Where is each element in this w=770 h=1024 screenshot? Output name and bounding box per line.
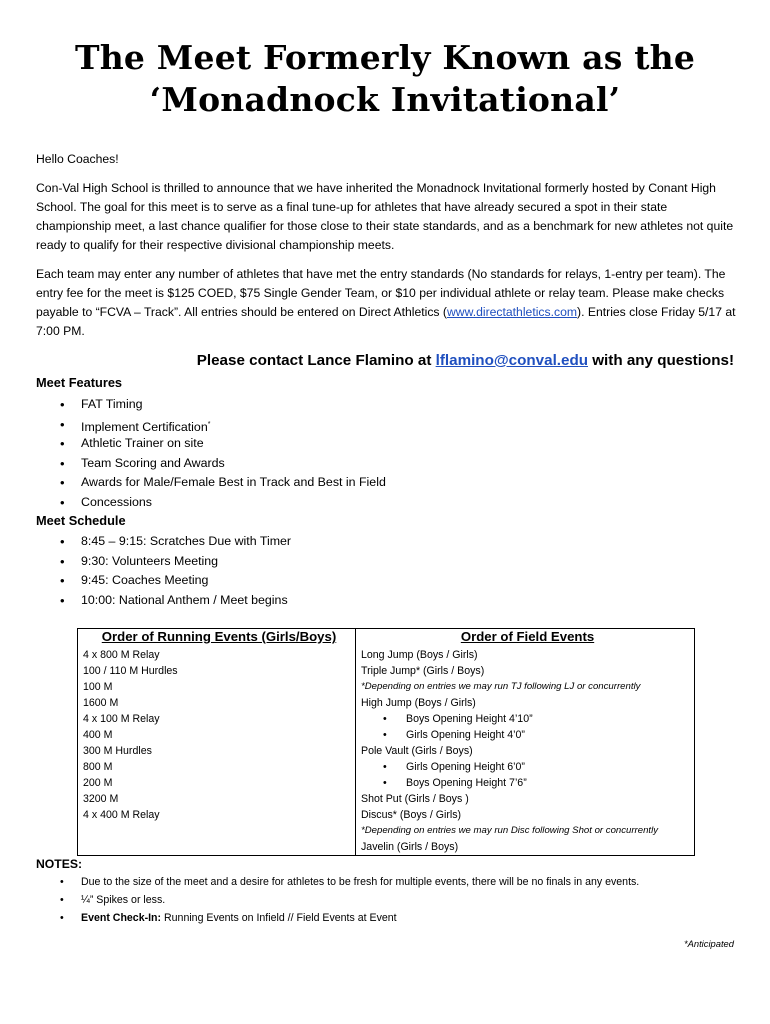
meet-features-list [60,395,386,512]
notes-list [60,873,740,927]
title-line-1: The Meet Formerly Known as the [74,38,696,77]
field-note: *Depending on entries we may run Disc following Shot or concurrently [361,825,659,836]
table-row: • Boys Opening Height 7’6” [361,775,694,791]
list-item: • 8:45 – 9:15: Scratches Due with Timer [60,532,291,552]
table-row: 400 M [83,729,113,741]
running-events-cell [78,647,356,856]
entry-close-text: ). Entries close Friday 5/17 at 7:00 PM. [36,305,736,338]
contact-email-link[interactable]: lflamino@conval.edu [435,352,589,369]
meet-schedule-heading: Meet Schedule [36,513,126,528]
table-row: Triple Jump* (Girls / Boys) [361,665,485,677]
list-item: • Athletic Trainer on site [60,434,386,454]
events-table [77,628,695,856]
table-row: 1600 M [83,697,119,709]
anticipated-mark: * [207,420,211,428]
checkin-text: Running Events on Infield // Field Events at Event [161,912,397,924]
list-item: • Concessions [60,493,386,513]
notes-heading: NOTES: [36,857,83,871]
list-item: • 9:30: Volunteers Meeting [60,552,291,572]
table-row: Discus* (Boys / Girls) [361,809,462,821]
table-row: 4 x 400 M Relay [83,809,160,821]
list-item: • Due to the size of the meet and a desire for athletes to be fresh for multiple events, there will be no finals in any events. [60,873,740,891]
direct-athletics-link[interactable]: www.directathletics.com [446,305,578,319]
list-item: • ¼” Spikes or less. [60,891,740,909]
table-row: 200 M [83,777,113,789]
meet-features-heading: Meet Features [36,375,123,390]
field-events-cell [356,647,695,856]
table-row: Long Jump (Boys / Girls) [361,649,478,661]
entry-paragraph [36,265,736,341]
table-row: 300 M Hurdles [83,745,152,757]
table-row: 100 / 110 M Hurdles [83,665,178,677]
anticipated-footnote: *Anticipated [683,938,734,949]
checkin-label: Event Check-In: [81,912,162,924]
meet-schedule-list [60,532,291,610]
list-item: • 9:45: Coaches Meeting [60,571,291,591]
table-row: Pole Vault (Girls / Boys) [361,745,473,757]
title-line-2: ‘Monadnock Invitational’ [149,80,621,119]
greeting: Hello Coaches! [36,152,119,166]
list-item: • Team Scoring and Awards [60,454,386,474]
feature-text: Implement Certification [81,419,208,434]
list-item: • Awards for Male/Female Best in Track and Best in Field [60,473,386,493]
contact-text-end: with any questions! [588,352,734,369]
table-row: • Girls Opening Height 4’0” [361,727,694,743]
contact-text: Please contact Lance Flamino at [196,352,436,369]
field-events-heading: Order of Field Events [356,629,695,648]
table-row: Shot Put (Girls / Boys ) [361,793,469,805]
intro-paragraph: Con-Val High School is thrilled to announce that we have inherited the Monadnock Invitational formerly hosted by Conant High School. The goal for this meet is to serve as a final tune-up for athletes that have already secured a spot in their state championship meet, a last chance qualifier for those close to their state standards, and as a benchmark for new athletes not quite ready to qualify for their respective divisional championship meets. [36,181,734,252]
table-row: 4 x 100 M Relay [83,713,160,725]
list-item: • 10:00: National Anthem / Meet begins [60,591,291,611]
field-note: *Depending on entries we may run TJ following LJ or concurrently [361,681,641,692]
list-item: • FAT Timing [60,395,386,415]
table-row: 3200 M [83,793,119,805]
list-item [60,415,386,435]
table-row: 4 x 800 M Relay [83,649,160,661]
table-row: Javelin (Girls / Boys) [361,841,459,853]
table-row: • Girls Opening Height 6’0” [361,759,694,775]
list-item [60,909,740,927]
contact-line [36,352,734,369]
running-events-heading: Order of Running Events (Girls/Boys) [78,629,356,648]
table-row: • Boys Opening Height 4’10” [361,711,694,727]
table-row: 100 M [83,681,113,693]
entry-text: Each team may enter any number of athletes that have met the entry standards (No standards for relays, 1-entry per team). The entry fee for the meet is $125 COED, $75 Single Gender Team, or $10 per individual athlete or relay team. Please make checks payable to “FCVA – Track”. All entries should be entered on Direct Athletics ( [36,267,726,319]
table-row: High Jump (Boys / Girls) [361,697,476,709]
table-row: 800 M [83,761,113,773]
